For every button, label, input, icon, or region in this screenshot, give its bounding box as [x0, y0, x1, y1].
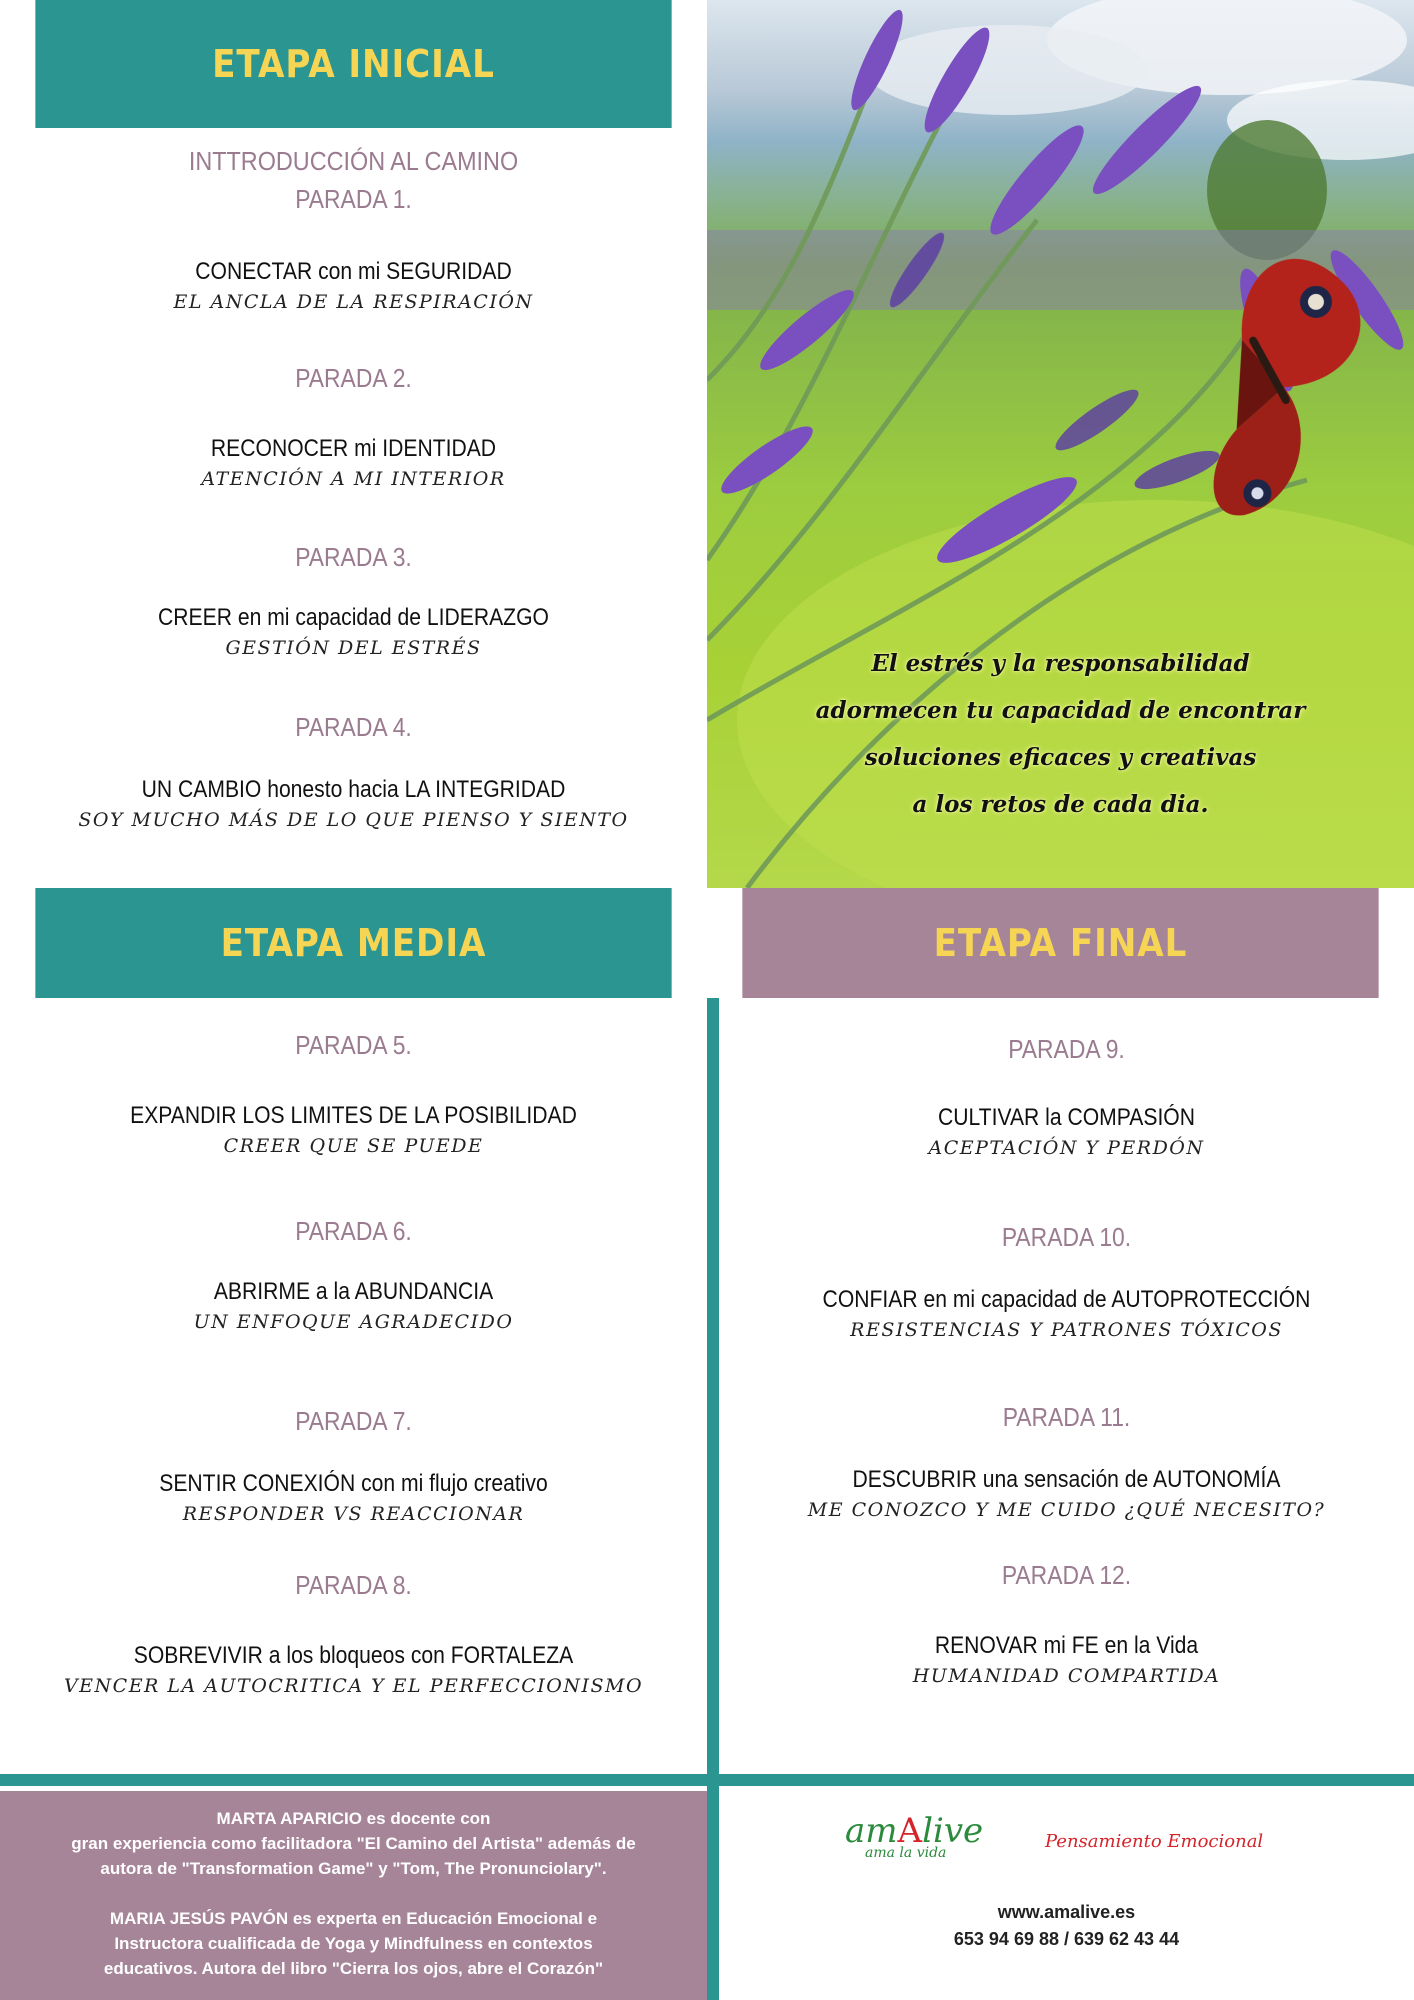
brand-post: live: [922, 1811, 984, 1851]
slogan: Pensamiento Emocional: [1045, 1831, 1264, 1852]
stop-subtitle: ME CONOZCO Y ME CUIDO ¿QUÉ NECESITO?: [807, 1499, 1326, 1521]
etapa-inicial-list: [0, 128, 707, 888]
stop-label: PARADA 4.: [295, 712, 412, 742]
stop-label: PARADA 10.: [1001, 1222, 1132, 1252]
stop-subtitle: ATENCIÓN A MI INTERIOR: [201, 468, 506, 490]
column-divider: [707, 998, 719, 2000]
stop-subtitle: SOY MUCHO MÁS DE LO QUE PIENSO Y SIENTO: [78, 809, 629, 831]
intro-line: INTTRODUCCIÓN AL CAMINO: [188, 146, 519, 176]
stop-label: PARADA 2.: [295, 363, 412, 393]
stop-title: RECONOCER mi IDENTIDAD: [210, 435, 497, 462]
etapa-inicial-title: ETAPA INICIAL: [212, 42, 495, 86]
footer-divider: [0, 1774, 1414, 1786]
stop-subtitle: RESISTENCIAS Y PATRONES TÓXICOS: [850, 1319, 1283, 1341]
quote-line-1: El estrés y la responsabilidad: [871, 650, 1250, 677]
stop-title: DESCUBRIR una sensación de AUTONOMÍA: [852, 1466, 1281, 1493]
stop-subtitle: VENCER LA AUTOCRITICA Y EL PERFECCIONISMO: [63, 1675, 644, 1697]
stop-label: PARADA 11.: [1002, 1402, 1131, 1432]
etapa-media-list: [0, 998, 707, 1774]
quote-line-4: a los retos de cada dia.: [912, 791, 1209, 818]
quote-line-2: adormecen tu capacidad de encontrar: [815, 697, 1306, 724]
stop-label: PARADA 8.: [295, 1570, 412, 1600]
stop-label: PARADA 9.: [1008, 1034, 1125, 1064]
stop-title: CULTIVAR la COMPASIÓN: [937, 1104, 1195, 1131]
stop-label: PARADA 6.: [295, 1216, 412, 1246]
etapa-final-list: [719, 998, 1414, 1774]
stop-1: [0, 182, 707, 316]
stop-title: UN CAMBIO honesto hacia LA INTEGRIDAD: [141, 776, 566, 803]
stop-title: CONECTAR con mi SEGURIDAD: [195, 258, 512, 285]
brand-pre: am: [845, 1811, 898, 1851]
stop-3: [0, 540, 707, 662]
stop-6: [0, 1214, 707, 1336]
stop-label: PARADA 1.: [295, 184, 412, 214]
stop-8: [0, 1568, 707, 1700]
stop-subtitle: ACEPTACIÓN Y PERDÓN: [928, 1137, 1205, 1159]
quote-block: [707, 640, 1414, 828]
stop-title: SOBREVIVIR a los bloqueos con FORTALEZA: [133, 1642, 574, 1669]
etapa-media-title: ETAPA MEDIA: [220, 921, 487, 965]
stop-9: [719, 1032, 1414, 1162]
stop-title: ABRIRME a la ABUNDANCIA: [213, 1278, 494, 1305]
stop-title: RENOVAR mi FE en la Vida: [934, 1632, 1199, 1659]
bio-line: Instructora cualificada de Yoga y Mindfulness en contextos: [114, 1934, 593, 1953]
authors-bio: [0, 1791, 707, 2000]
phone-numbers: 653 94 69 88 / 639 62 43 44: [953, 1929, 1180, 1949]
stop-10: [719, 1220, 1414, 1344]
stop-label: PARADA 5.: [295, 1030, 412, 1060]
stop-subtitle: CREER QUE SE PUEDE: [223, 1135, 484, 1157]
stop-label: PARADA 12.: [1001, 1560, 1132, 1590]
stop-title: SENTIR CONEXIÓN con mi flujo creativo: [159, 1470, 548, 1497]
brand-cap: A: [897, 1811, 923, 1851]
stop-2: [0, 361, 707, 493]
stop-7: [0, 1404, 707, 1528]
brand-block: [719, 1791, 1414, 2000]
bio-line: MARIA JESÚS PAVÓN es experta en Educación Emocional e: [109, 1909, 598, 1928]
stop-subtitle: GESTIÓN DEL ESTRÉS: [225, 637, 482, 659]
stop-title: CREER en mi capacidad de LIDERAZGO: [158, 604, 549, 631]
contact-info: [719, 1899, 1414, 1953]
stop-label: PARADA 7.: [295, 1406, 412, 1436]
stop-4: [0, 710, 707, 834]
etapa-final-header: [742, 888, 1378, 998]
stop-title: EXPANDIR LOS LIMITES DE LA POSIBILIDAD: [130, 1102, 577, 1129]
bio-line: educativos. Autora del libro "Cierra los ojos, abre el Corazón": [103, 1959, 604, 1978]
quote-line-3: soluciones eficaces y creativas: [864, 744, 1257, 771]
bio-line: autora de "Transformation Game" y "Tom, The Pronunciolary".: [100, 1859, 607, 1878]
stop-12: [719, 1558, 1414, 1690]
stop-label: PARADA 3.: [295, 542, 412, 572]
bio-line: gran experiencia como facilitadora "El Camino del Artista" además de: [71, 1834, 636, 1853]
stop-title: CONFIAR en mi capacidad de AUTOPROTECCIÓN: [822, 1286, 1311, 1313]
stop-subtitle: HUMANIDAD COMPARTIDA: [912, 1665, 1221, 1687]
etapa-final-title: ETAPA FINAL: [933, 921, 1188, 965]
lavender-butterfly-photo: [707, 0, 1414, 888]
etapa-media-header: [35, 888, 671, 998]
stop-subtitle: EL ANCLA DE LA RESPIRACIÓN: [173, 291, 534, 313]
amalive-logo[interactable]: [845, 1811, 1005, 1861]
stop-subtitle: UN ENFOQUE AGRADECIDO: [193, 1311, 514, 1333]
website-link[interactable]: www.amalive.es: [997, 1902, 1136, 1922]
etapa-inicial-header: [35, 0, 671, 128]
bio-line: MARTA APARICIO es docente con: [216, 1809, 491, 1828]
stop-subtitle: RESPONDER VS REACCIONAR: [182, 1503, 525, 1525]
amalive-tagline: ama la vida: [865, 1845, 947, 1861]
stop-11: [719, 1400, 1414, 1524]
stop-5: [0, 1028, 707, 1160]
